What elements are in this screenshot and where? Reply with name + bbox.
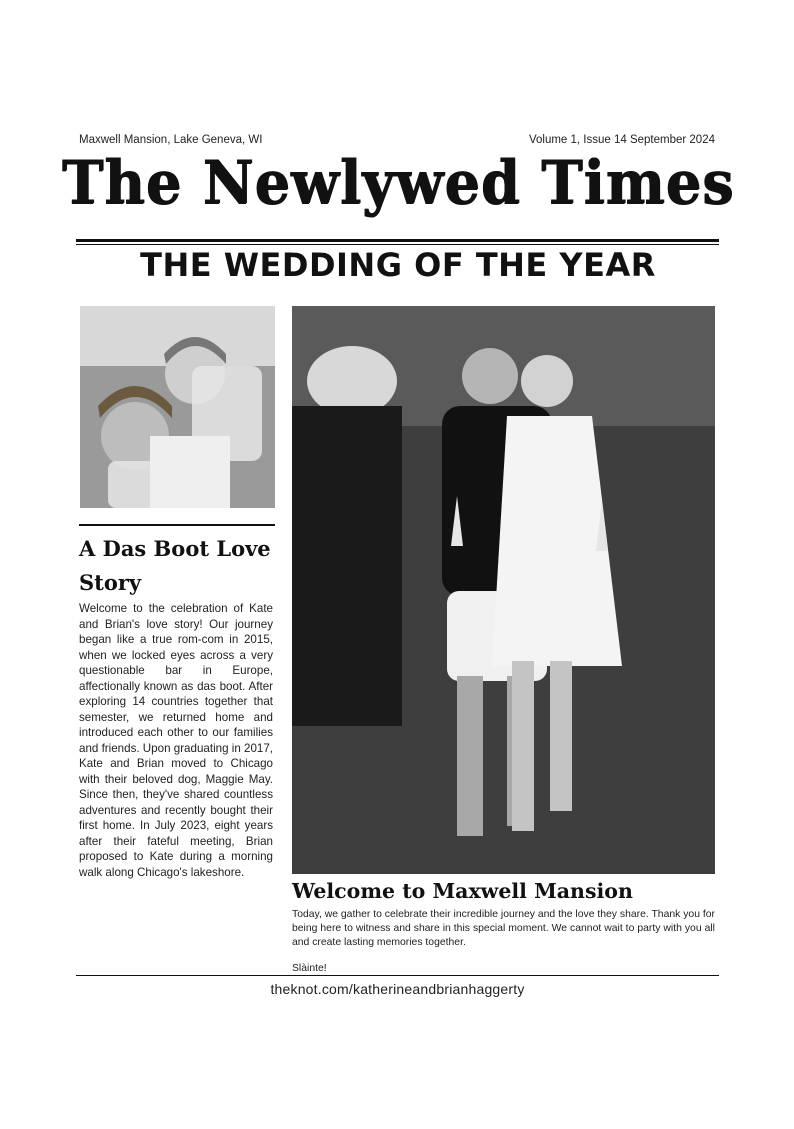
story-body: Welcome to the celebration of Kate and Brian's love story! Our journey began like a true rom-com in 2015, when we locked eyes across a very questionable bar in Europe, affectionally known as das boot. After exploring 14 countries together that semester, we returned home and introduced each other to our families and friends. Upon graduating in 2017, Kate and Brian moved to Chicago with their beloved dog, Maggie May. Since then, they've shared countless adventures and recently bought their first home. In July 2023, eight years after their fateful meeting, Brian proposed to Kate during a morning walk along Chicago's lakeshore. [79, 602, 274, 879]
location-text: Maxwell Mansion, Lake Geneva, WI [79, 134, 263, 146]
couple-selfie-illustration [80, 306, 275, 508]
signoff-text: Slàinte! [292, 963, 327, 974]
masthead-rule-thick [76, 239, 719, 242]
story-title: A Das Boot Love Story [79, 536, 271, 595]
headline: THE WEDDING OF THE YEAR [140, 246, 656, 284]
footer-website-link[interactable]: theknot.com/katherineandbrianhaggerty [270, 981, 525, 997]
welcome-title: Welcome to Maxwell Mansion [292, 879, 633, 903]
couple-selfie-photo [80, 306, 275, 508]
welcome-body: Today, we gather to celebrate their incredible journey and the love they share. Thank you for being here to witness and share in this special moment. We cannot wait to party with you all and create lasting memories together. [292, 909, 715, 948]
couple-portrait-photo [292, 306, 715, 874]
masthead-rule-thin [76, 244, 719, 245]
story-column-rule [79, 524, 275, 526]
footer-rule [76, 975, 719, 976]
issue-date-text: Volume 1, Issue 14 September 2024 [528, 134, 715, 146]
couple-portrait-illustration [292, 306, 715, 874]
masthead-title: The Newlywed Times [61, 148, 735, 218]
